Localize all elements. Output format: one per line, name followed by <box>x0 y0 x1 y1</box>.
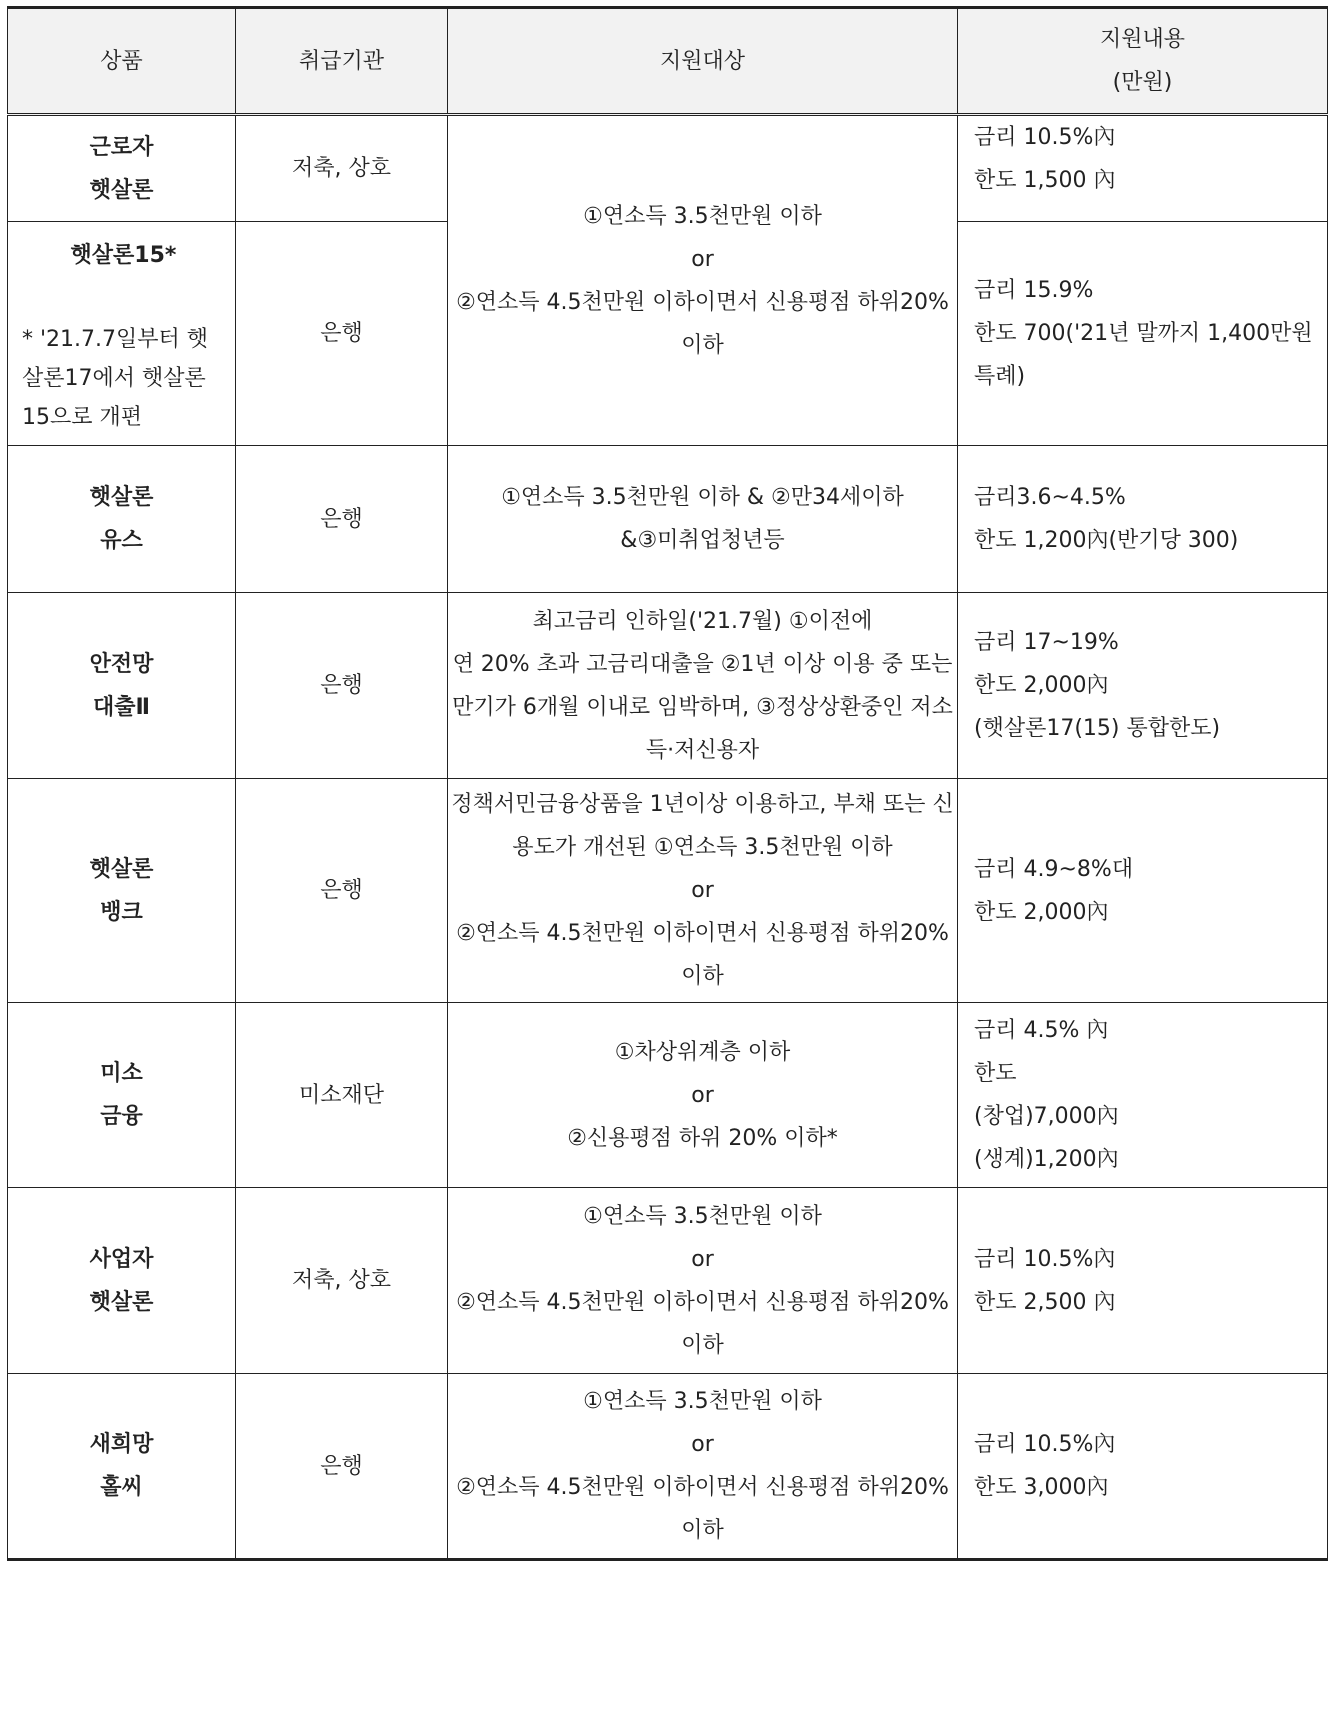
header-support-unit: (만원) <box>1112 70 1173 95</box>
header-institution: 취급기관 <box>236 8 448 115</box>
header-support-label: 지원내용 <box>1099 27 1185 52</box>
table-row <box>8 779 1328 1003</box>
target-line: or <box>691 878 714 903</box>
product-name-line: 안전망 <box>89 651 154 677</box>
support-line: 한도 2,000內 <box>974 899 1109 925</box>
institution-cell: 은행 <box>236 593 448 779</box>
support-line: 한도 1,500 內 <box>974 168 1116 193</box>
support-line: 한도 700('21년 말까지 1,400만원 특례) <box>974 321 1313 389</box>
target-line: 최고금리 인하일('21.7월) ①이전에 <box>532 608 873 634</box>
institution-cell: 미소재단 <box>236 1003 448 1188</box>
header-target: 지원대상 <box>448 8 958 115</box>
institution-cell: 은행 <box>236 779 448 1003</box>
target-cell <box>448 1188 958 1374</box>
product-name-line: 사업자 <box>89 1246 154 1272</box>
table-row <box>8 115 1328 222</box>
product-name <box>8 779 236 1003</box>
target-cell <box>448 1003 958 1188</box>
header-product: 상품 <box>8 8 236 115</box>
institution-cell: 은행 <box>236 1374 448 1560</box>
target-line: 연 20% 초과 고금리대출을 ②1년 이상 이용 중 또는 <box>452 651 953 677</box>
target-line: ②신용평점 하위 20% 이하* <box>567 1125 838 1151</box>
support-line: 금리 15.9% <box>974 278 1094 303</box>
support-line: 한도 3,000內 <box>974 1475 1109 1500</box>
product-name <box>8 593 236 779</box>
support-line: (창업)7,000內 <box>974 1104 1119 1129</box>
support-line: 금리 10.5%內 <box>974 1246 1116 1272</box>
product-name <box>8 1003 236 1188</box>
support-line: (햇살론17(15) 통합한도) <box>974 716 1221 741</box>
product-name <box>8 1188 236 1374</box>
target-line: &③미취업청년등 <box>620 528 785 553</box>
header-row <box>8 8 1328 115</box>
product-name-line: 금융 <box>100 1104 143 1129</box>
support-cell <box>958 1188 1328 1374</box>
support-line: (생계)1,200內 <box>974 1147 1119 1172</box>
product-name-line: 대출Ⅱ <box>93 694 150 720</box>
support-line: 한도 2,000內 <box>974 673 1109 698</box>
header-support <box>958 8 1328 115</box>
product-name <box>8 115 236 222</box>
product-name-line: 근로자 <box>89 134 154 160</box>
table-row <box>8 446 1328 593</box>
target-line: or <box>691 246 714 272</box>
support-line: 금리 10.5%內 <box>974 1432 1116 1457</box>
target-line: 만기가 6개월 이내로 임박하며, ③정상상환중인 저소 <box>452 694 953 720</box>
support-line: 금리 17~19% <box>974 630 1119 655</box>
target-line: ①연소득 3.5천만원 이하 <box>583 1389 822 1414</box>
target-line: or <box>691 1082 714 1108</box>
table-row <box>8 593 1328 779</box>
target-line: ①차상위계층 이하 <box>614 1039 791 1065</box>
target-line: ①연소득 3.5천만원 이하 <box>583 203 822 229</box>
target-cell <box>448 1374 958 1560</box>
institution-cell: 저축, 상호 <box>236 115 448 222</box>
target-cell <box>448 593 958 779</box>
product-note: * '21.7.7일부터 햇살론17에서 햇살론15으로 개편 <box>22 327 209 430</box>
table-row <box>8 1374 1328 1560</box>
support-cell <box>958 222 1328 446</box>
target-line: ①연소득 3.5천만원 이하 & ②만34세이하 <box>501 485 904 510</box>
support-cell <box>958 779 1328 1003</box>
support-cell <box>958 1374 1328 1560</box>
target-line: 이하 <box>681 1332 724 1358</box>
target-line: 이하 <box>681 332 724 358</box>
institution-cell: 은행 <box>236 222 448 446</box>
product-name-line: 홀씨 <box>100 1475 143 1500</box>
target-cell <box>448 446 958 593</box>
support-cell <box>958 115 1328 222</box>
target-line: ②연소득 4.5천만원 이하이면서 신용평점 하위20% <box>456 1475 949 1500</box>
target-line: ①연소득 3.5천만원 이하 <box>583 1203 822 1229</box>
product-name-line: 햇살론15* <box>70 243 177 268</box>
target-line: 이하 <box>681 964 724 989</box>
institution-cell: 저축, 상호 <box>236 1188 448 1374</box>
support-cell <box>958 593 1328 779</box>
product-name-line: 뱅크 <box>100 899 143 925</box>
product-name-line: 새희망 <box>89 1432 154 1457</box>
target-cell <box>448 115 958 446</box>
target-cell <box>448 779 958 1003</box>
table-row <box>8 1188 1328 1374</box>
target-line: 정책서민금융상품을 1년이상 이용하고, 부채 또는 신 <box>451 792 954 817</box>
support-cell <box>958 1003 1328 1188</box>
product-name <box>8 222 236 446</box>
target-line: ②연소득 4.5천만원 이하이면서 신용평점 하위20% <box>456 921 949 946</box>
support-line: 한도 2,500 內 <box>974 1289 1116 1315</box>
support-line: 한도 1,200內(반기당 300) <box>974 528 1239 553</box>
product-name-line: 햇살론 <box>89 856 154 882</box>
institution-cell: 은행 <box>236 446 448 593</box>
target-line: ②연소득 4.5천만원 이하이면서 신용평점 하위20% <box>456 1289 949 1315</box>
support-line: 금리 10.5%內 <box>974 125 1116 150</box>
loan-products-table <box>7 6 1328 1561</box>
target-line: 이하 <box>681 1518 724 1543</box>
target-line: ②연소득 4.5천만원 이하이면서 신용평점 하위20% <box>456 289 949 315</box>
support-line: 금리 4.9~8%대 <box>974 856 1134 882</box>
product-name-line: 미소 <box>100 1061 143 1086</box>
product-name-line: 햇살론 <box>89 1289 154 1315</box>
support-cell <box>958 446 1328 593</box>
target-line: 득·저신용자 <box>645 737 760 763</box>
target-line: or <box>691 1246 714 1272</box>
product-name <box>8 1374 236 1560</box>
table-row <box>8 1003 1328 1188</box>
support-line: 한도 <box>974 1061 1017 1086</box>
product-name-line: 햇살론 <box>89 485 154 510</box>
product-name <box>8 446 236 593</box>
product-name-line: 햇살론 <box>89 177 154 203</box>
support-line: 금리3.6~4.5% <box>974 485 1126 510</box>
support-line: 금리 4.5% 內 <box>974 1018 1109 1043</box>
product-name-line: 유스 <box>100 528 143 553</box>
target-line: 용도가 개선된 ①연소득 3.5천만원 이하 <box>512 835 893 860</box>
target-line: or <box>691 1432 714 1457</box>
